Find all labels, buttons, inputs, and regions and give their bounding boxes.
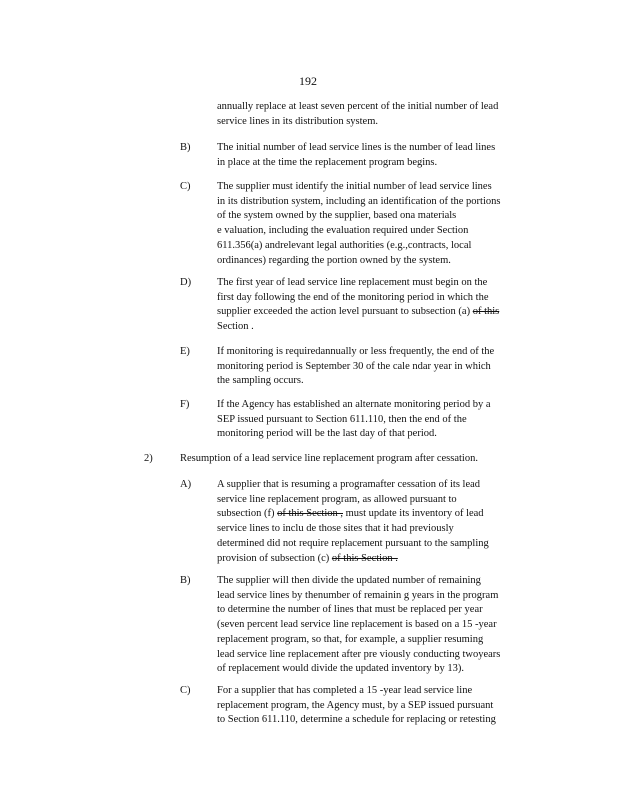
- text-line: service line replacement program, as allowed pursuant to: [217, 493, 457, 505]
- text-line: replacement program, so that, for example, a supplier resuming: [217, 633, 484, 645]
- text-line: to determine the number of lines that must be replaced per year: [217, 604, 483, 616]
- item-label-e: E): [180, 346, 190, 357]
- text-line: of replacement would divide the updated inventory by 13).: [217, 663, 464, 675]
- deleted-text: of this Section .: [331, 552, 398, 564]
- text-line: lead service line replacement after pre viously conducting twoyears: [217, 648, 501, 660]
- text-line: service lines to inclu de those sites that it had previously: [217, 523, 454, 535]
- text-line: service lines in its distribution system.: [217, 115, 378, 127]
- text-line: monitoring period will be the last day of that period.: [217, 428, 437, 440]
- text-line: of the system owned by the supplier, based ona materials: [217, 210, 457, 222]
- text-line: Section .: [217, 321, 254, 333]
- item-label-2b: B): [180, 575, 191, 586]
- text-line: For a supplier that has completed a 15 -year lead service line: [217, 685, 473, 696]
- text-line: [217, 507, 539, 522]
- text-line: Resumption of a lead service line replacement program after cessation.: [180, 453, 478, 464]
- text-line: to Section 611.110, determine a schedule for replacing or retesting: [217, 714, 496, 726]
- item-2a-text: [217, 478, 539, 566]
- text-line: replacement program, the Agency must, by a SEP issued pursuant: [217, 699, 494, 711]
- text-line: [217, 552, 539, 567]
- text-line: in its distribution system, including an identification of the portions: [217, 195, 501, 207]
- deleted-text: of this Section ,: [277, 508, 343, 520]
- text-line: in place at the time the replacement program begins.: [217, 156, 438, 168]
- text-line: [217, 305, 539, 320]
- section-2-heading: [180, 452, 540, 467]
- item-b-text: [217, 141, 539, 170]
- text-line: e valuation, including the evaluation required under Section: [217, 225, 469, 237]
- item-f-text: [217, 398, 539, 442]
- text-line: annually replace at least seven percent of the initial number of lead: [217, 101, 499, 112]
- text-line: If monitoring is requiredannually or less frequently, the end of the: [217, 346, 495, 357]
- text-line: monitoring period is September 30 of the cale ndar year in which: [217, 360, 491, 372]
- item-label-d: D): [180, 277, 192, 288]
- text-line: lead service lines by thenumber of remainin g years in the program: [217, 589, 499, 601]
- item-label-f: F): [180, 399, 190, 410]
- text-line: first day following the end of the monitoring period in which the: [217, 291, 489, 303]
- text-line: the sampling occurs.: [217, 375, 304, 387]
- item-label-c: C): [180, 181, 191, 192]
- text-segment: must update its inventory of lead: [345, 508, 484, 520]
- item-d-text: [217, 276, 539, 335]
- text-line: determined did not require replacement pursuant to the sampling: [217, 537, 489, 549]
- text-line: SEP issued pursuant to Section 611.110, then the end of the: [217, 413, 467, 425]
- continued-paragraph: [217, 100, 539, 129]
- item-e-text: [217, 345, 539, 389]
- page-number: 192: [299, 74, 317, 88]
- item-c-text: [217, 180, 539, 268]
- text-line: The initial number of lead service lines is the number of lead lines: [217, 142, 496, 153]
- text-line: The first year of lead service line replacement must begin on the: [217, 277, 488, 288]
- item-label-2a: A): [180, 479, 192, 490]
- text-line: A supplier that is resuming a programafter cessation of its lead: [217, 479, 481, 490]
- item-2c-text: [217, 684, 539, 728]
- text-segment: provision of subsection (c): [217, 552, 330, 564]
- item-label-b: B): [180, 142, 191, 153]
- section-label-2: 2): [144, 453, 153, 464]
- text-line: 611.356(a) andrelevant legal authorities (e.g.,contracts, local: [217, 239, 472, 251]
- deleted-text: of this: [472, 306, 500, 318]
- item-label-2c: C): [180, 685, 191, 696]
- text-line: The supplier must identify the initial number of lead service lines: [217, 181, 492, 192]
- item-2b-text: [217, 574, 539, 677]
- text-segment: subsection (f): [217, 508, 275, 520]
- text-line: The supplier will then divide the updated number of remaining: [217, 575, 481, 586]
- text-line: (seven percent lead service line replacement is based on a 15 -year: [217, 619, 497, 631]
- text-line: If the Agency has established an alternate monitoring period by a: [217, 399, 491, 410]
- text-line: ordinances) regarding the portion owned by the system.: [217, 254, 451, 266]
- text-segment: supplier exceeded the action level pursuant to subsection (a): [217, 306, 471, 318]
